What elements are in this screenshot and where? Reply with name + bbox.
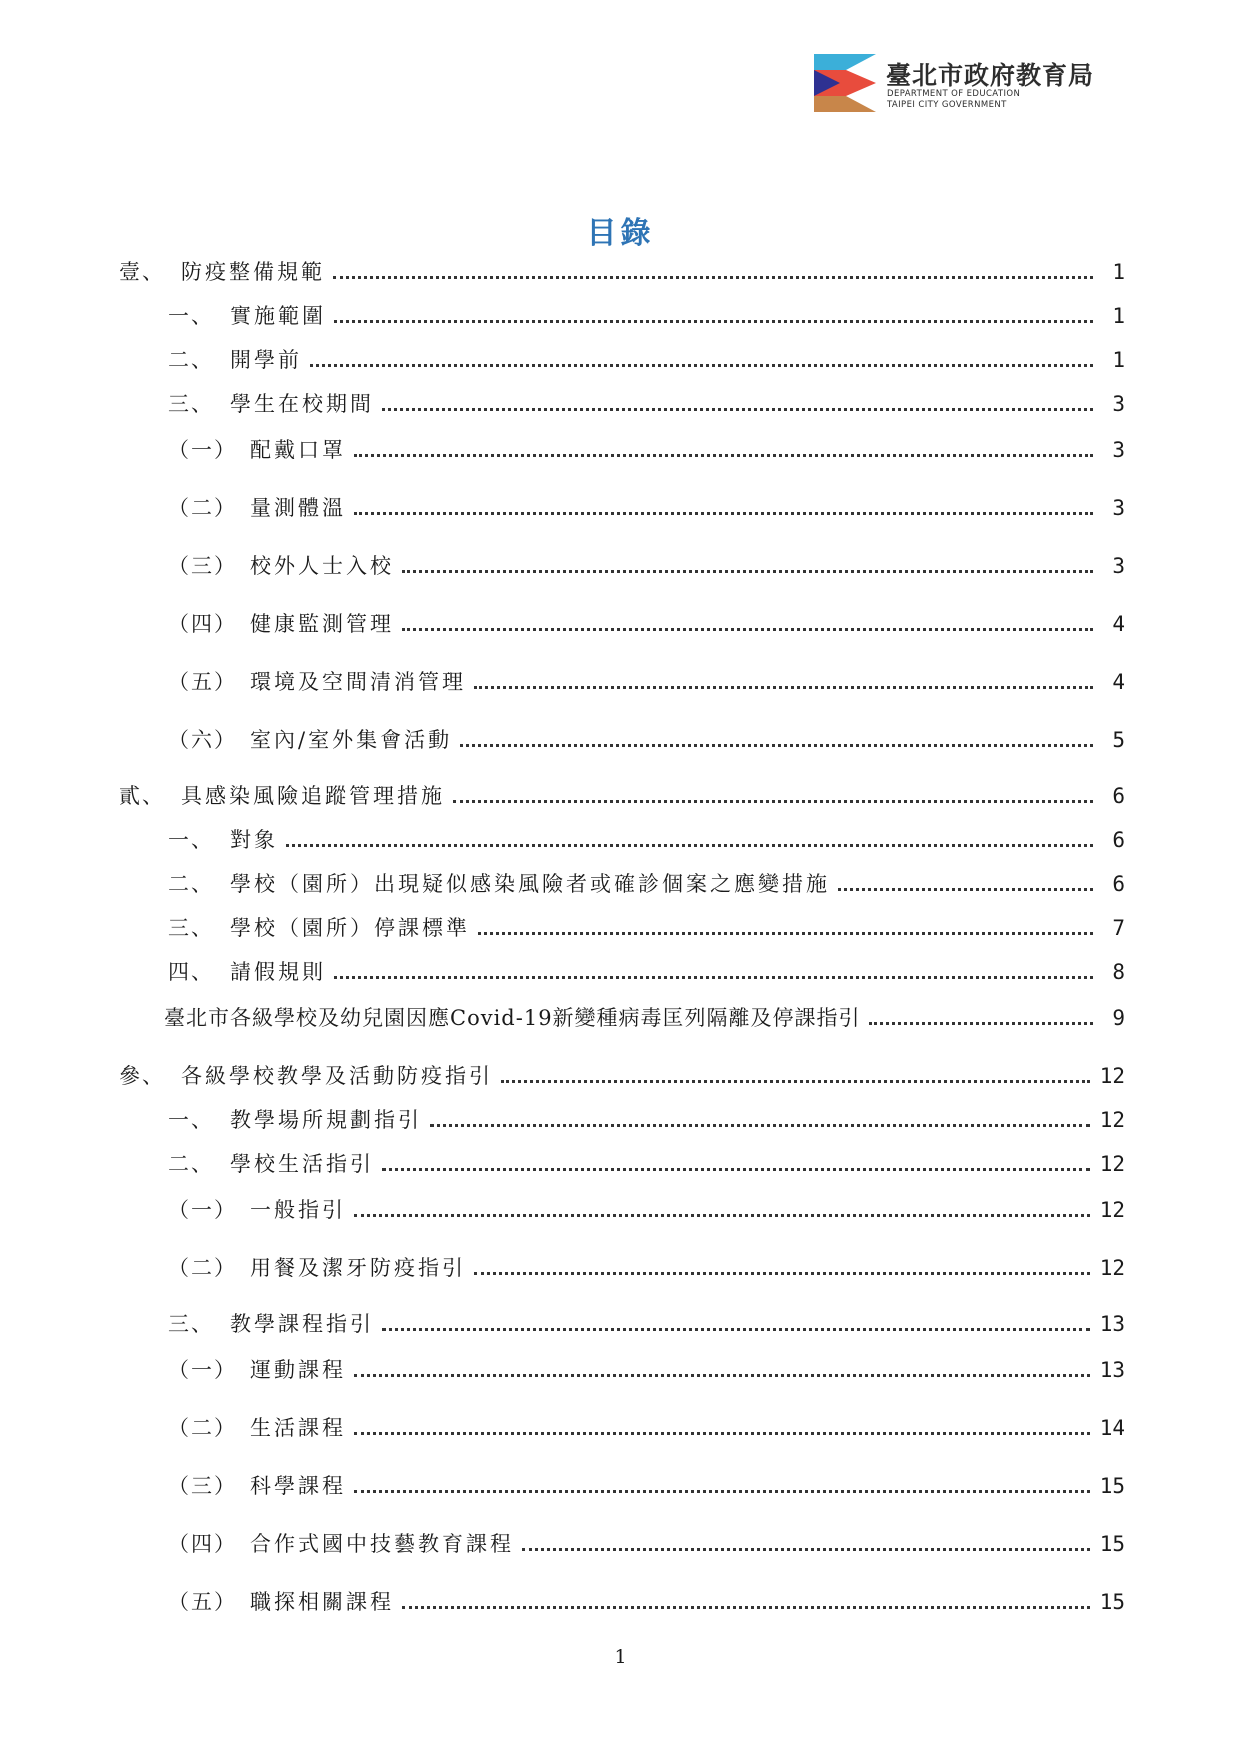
toc-entry-label: 配戴口罩 xyxy=(250,438,346,462)
dot-leader xyxy=(354,1214,1090,1217)
toc-entry-label: 環境及空間清消管理 xyxy=(250,670,466,694)
education-department-logo xyxy=(812,52,1122,118)
toc-entry-page: 6 xyxy=(1112,784,1125,808)
toc-entry-page: 15 xyxy=(1099,1474,1125,1498)
toc-entry-label: 防疫整備規範 xyxy=(181,260,325,284)
toc-entry-label: 合作式國中技藝教育課程 xyxy=(250,1532,514,1556)
toc-entry[interactable] xyxy=(168,384,1125,418)
dot-leader xyxy=(474,686,1093,689)
toc-entry-label: 室內/室外集會活動 xyxy=(250,728,453,752)
toc-entry-page: 9 xyxy=(1112,1006,1125,1030)
dot-leader xyxy=(354,454,1093,457)
toc-entry-label: 職探相關課程 xyxy=(250,1590,394,1614)
toc-entry[interactable] xyxy=(168,1466,1125,1500)
toc-entry-page: 3 xyxy=(1112,438,1125,462)
toc-entry-number: （一） xyxy=(168,1358,237,1382)
dot-leader xyxy=(522,1548,1090,1551)
logo-emblem-icon xyxy=(812,52,878,114)
toc-entry-number: 三、 xyxy=(168,392,214,416)
toc-entry-number: 參、 xyxy=(119,1064,165,1088)
toc-entry-page: 7 xyxy=(1112,916,1125,940)
toc-entry-label: 學生在校期間 xyxy=(230,392,374,416)
dot-leader xyxy=(402,570,1093,573)
toc-entry-label: 各級學校教學及活動防疫指引 xyxy=(181,1064,493,1088)
toc-entry-page: 4 xyxy=(1112,612,1125,636)
toc-entry-label: 生活課程 xyxy=(250,1416,346,1440)
toc-entry-label: 校外人士入校 xyxy=(250,554,394,578)
dot-leader xyxy=(354,512,1093,515)
toc-entry-page: 3 xyxy=(1112,496,1125,520)
dot-leader xyxy=(869,1022,1093,1025)
toc-entry-number: 二、 xyxy=(168,1152,214,1176)
toc-entry-page: 15 xyxy=(1099,1532,1125,1556)
toc-entry[interactable] xyxy=(168,1304,1125,1338)
toc-entry-page: 1 xyxy=(1112,348,1125,372)
toc-entry-page: 6 xyxy=(1112,828,1125,852)
toc-entry-label: 開學前 xyxy=(230,348,302,372)
toc-entry-number: 二、 xyxy=(168,872,214,896)
toc-entry-number: （二） xyxy=(168,1256,237,1280)
toc-entry-page: 12 xyxy=(1099,1256,1125,1280)
toc-entry-number: （六） xyxy=(168,728,237,752)
toc-entry[interactable] xyxy=(168,546,1125,580)
toc-entry-label: 一般指引 xyxy=(250,1198,346,1222)
toc-entry[interactable] xyxy=(119,252,1125,286)
toc-entry-page: 8 xyxy=(1112,960,1125,984)
dot-leader xyxy=(354,1432,1090,1435)
toc-entry[interactable] xyxy=(168,908,1125,942)
dot-leader xyxy=(334,320,1093,323)
toc-entry-number: （一） xyxy=(168,1198,237,1222)
toc-entry-label: 學校（園所）停課標準 xyxy=(230,916,470,940)
toc-entry-label: 健康監測管理 xyxy=(250,612,394,636)
toc-entry[interactable] xyxy=(168,296,1125,330)
dot-leader xyxy=(838,888,1093,891)
toc-entry[interactable] xyxy=(168,1248,1125,1282)
page-number: 1 xyxy=(614,1646,627,1668)
toc-entry-page: 13 xyxy=(1099,1358,1125,1382)
toc-entry[interactable] xyxy=(119,776,1125,810)
dot-leader xyxy=(382,408,1093,411)
toc-entry[interactable] xyxy=(168,1582,1125,1616)
toc-entry[interactable] xyxy=(168,340,1125,374)
toc-entry-label: 教學課程指引 xyxy=(230,1312,374,1336)
dot-leader xyxy=(382,1328,1090,1331)
toc-entry-label: 用餐及潔牙防疫指引 xyxy=(250,1256,466,1280)
dot-leader xyxy=(382,1168,1090,1171)
dot-leader xyxy=(402,628,1093,631)
toc-entry[interactable] xyxy=(119,1056,1125,1090)
toc-entry[interactable] xyxy=(168,1144,1125,1178)
logo-title: 臺北市政府教育局 xyxy=(886,61,1095,90)
toc-entry[interactable] xyxy=(168,488,1125,522)
toc-entry[interactable] xyxy=(168,1350,1125,1384)
toc-entry-page: 12 xyxy=(1099,1108,1125,1132)
toc-entry-number: （三） xyxy=(168,554,237,578)
toc-entry-number: 二、 xyxy=(168,348,214,372)
toc-entry[interactable] xyxy=(168,952,1125,986)
dot-leader xyxy=(354,1490,1090,1493)
toc-entry-page: 1 xyxy=(1112,304,1125,328)
toc-entry-number: （五） xyxy=(168,1590,237,1614)
toc-title: 目錄 xyxy=(586,216,655,251)
toc-entry-page: 14 xyxy=(1099,1416,1125,1440)
dot-leader xyxy=(478,932,1093,935)
toc-entry-label: 臺北市各級學校及幼兒園因應Covid-19新變種病毒匡列隔離及停課指引 xyxy=(164,1006,861,1030)
toc-entry-number: 三、 xyxy=(168,916,214,940)
toc-entry-number: （二） xyxy=(168,496,237,520)
dot-leader xyxy=(333,276,1093,279)
toc-entry-number: 四、 xyxy=(168,960,214,984)
toc-entry-number: 壹、 xyxy=(119,260,165,284)
toc-entry[interactable] xyxy=(168,1524,1125,1558)
toc-entry-label: 具感染風險追蹤管理措施 xyxy=(181,784,445,808)
toc-entry-label: 請假規則 xyxy=(230,960,326,984)
toc-entry[interactable] xyxy=(168,604,1125,638)
logo-english-line-2: TAIPEI CITY GOVERNMENT xyxy=(887,100,1007,110)
toc-entry[interactable] xyxy=(168,720,1125,754)
toc-entry-page: 6 xyxy=(1112,872,1125,896)
dot-leader xyxy=(460,744,1093,747)
toc-entry[interactable] xyxy=(168,1408,1125,1442)
toc-entry-page: 1 xyxy=(1112,260,1125,284)
logo-english-line-1: DEPARTMENT OF EDUCATION xyxy=(887,89,1021,99)
toc-entry-number: （四） xyxy=(168,1532,237,1556)
toc-entry-label: 運動課程 xyxy=(250,1358,346,1382)
dot-leader xyxy=(453,800,1093,803)
toc-entry-label: 學校（園所）出現疑似感染風險者或確診個案之應變措施 xyxy=(230,872,830,896)
toc-entry-number: 三、 xyxy=(168,1312,214,1336)
toc-entry-number: （三） xyxy=(168,1474,237,1498)
dot-leader xyxy=(334,976,1093,979)
toc-entry[interactable] xyxy=(168,1100,1125,1134)
toc-entry-page: 5 xyxy=(1112,728,1125,752)
toc-entry-number: 一、 xyxy=(168,1108,214,1132)
toc-entry-number: 一、 xyxy=(168,304,214,328)
toc-entry[interactable] xyxy=(168,1190,1125,1224)
dot-leader xyxy=(430,1124,1090,1127)
toc-entry-label: 量測體溫 xyxy=(250,496,346,520)
dot-leader xyxy=(310,364,1093,367)
toc-entry[interactable] xyxy=(164,998,1125,1032)
toc-entry-number: （五） xyxy=(168,670,237,694)
dot-leader xyxy=(501,1080,1090,1083)
toc-entry-label: 教學場所規劃指引 xyxy=(230,1108,422,1132)
toc-entry-number: 一、 xyxy=(168,828,214,852)
toc-entry-number: （二） xyxy=(168,1416,237,1440)
toc-entry[interactable] xyxy=(168,430,1125,464)
toc-entry-page: 4 xyxy=(1112,670,1125,694)
dot-leader xyxy=(474,1272,1090,1275)
toc-entry-number: （一） xyxy=(168,438,237,462)
toc-entry[interactable] xyxy=(168,864,1125,898)
toc-entry-label: 學校生活指引 xyxy=(230,1152,374,1176)
toc-entry[interactable] xyxy=(168,662,1125,696)
dot-leader xyxy=(354,1374,1090,1377)
toc-entry-number: （四） xyxy=(168,612,237,636)
toc-entry-page: 13 xyxy=(1099,1312,1125,1336)
toc-entry[interactable] xyxy=(168,820,1125,854)
toc-entry-page: 12 xyxy=(1099,1198,1125,1222)
toc-entry-page: 12 xyxy=(1099,1152,1125,1176)
dot-leader xyxy=(286,844,1093,847)
toc-entry-page: 12 xyxy=(1099,1064,1125,1088)
toc-entry-number: 貳、 xyxy=(119,784,165,808)
toc-entry-label: 科學課程 xyxy=(250,1474,346,1498)
dot-leader xyxy=(402,1606,1090,1609)
toc-entry-label: 實施範圍 xyxy=(230,304,326,328)
toc-entry-label: 對象 xyxy=(230,828,278,852)
toc-entry-page: 3 xyxy=(1112,392,1125,416)
toc-entry-page: 15 xyxy=(1099,1590,1125,1614)
toc-entry-page: 3 xyxy=(1112,554,1125,578)
